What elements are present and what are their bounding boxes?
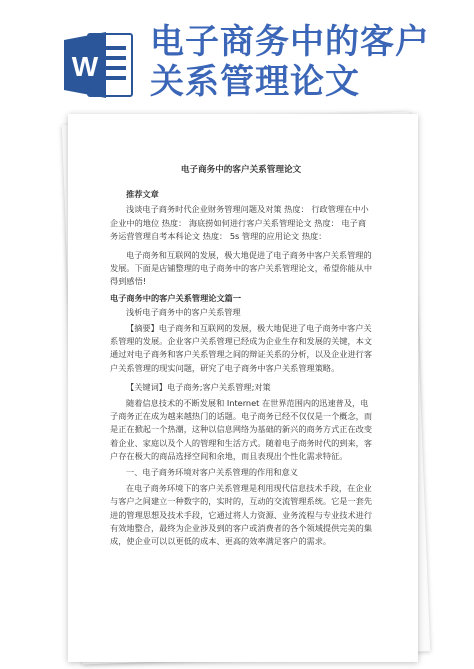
document-title: 电子商务中的客户关系管理论文 bbox=[180, 165, 302, 175]
recommended-articles: 浅谈电子商务时代企业财务管理问题及对策 热度： 行政管理在中小企业中的地位 热度： 海底捞如何进行客户关系管理论文 热度： 电子商务运营管理自考本科论文 热度： 5s 管理的应用论文 热度： bbox=[110, 204, 369, 241]
body-paragraph: 在电子商务环境下的客户关系管理是利用现代信息技术手段，在企业与客户之间建立一种数字的，实时的，互动的交流管理系统。它是一套先进的管理思想及技术手段，它通过将人力资源、业务流程与专业技术进行有效地整合，最终为企业涉及到的客户或消费者的各个领域提供完美的集成，使企业可以以更低的成本、更高的效率满足客户的需求。 bbox=[110, 483, 373, 547]
keywords-line: 【关键词】电子商务;客户关系管理;对策 bbox=[126, 381, 271, 392]
document-content bbox=[110, 164, 372, 551]
body-paragraph: 随着信息技术的不断发展和 Internet 在世界范围内的迅速普及，电子商务正在成为越来越热门的话题。电子商务已经不仅仅是一个概念，而是正在掀起一个热潮，这种以信息网络为基础的新兴的商务方式正在改变着企业、家庭以及个人的管理和生活方式。随着电子商务时代的到来，客户存在极大的商品选择空间和余地，而且表现出个性化需求特征。 bbox=[110, 398, 373, 461]
abstract-paragraph: 【摘要】电子商务和互联网的发展，极大地促进了电子商务中客户关系管理的发展。企业客户关系管理已经成为企业生存和发展的关键，本文通过对电子商务和客户关系管理之间的辩证关系的分析，以及企业进行客户关系管理的现实问题，研究了电子商务中客户关系管理策略。 bbox=[110, 323, 373, 373]
section-title: 电子商务中的客户关系管理论文篇一 bbox=[110, 292, 242, 303]
word-document-icon bbox=[62, 30, 136, 100]
intro-paragraph: 电子商务和互联网的发展，极大地促进了电子商务中客户关系管理的发展。下面是店铺整理的电子商务中的客户关系管理论文，希望你能从中得到感悟! bbox=[110, 250, 373, 287]
recommended-heading: 推荐文章 bbox=[126, 189, 159, 200]
banner-title-line1: 电子商务中的客户 bbox=[150, 22, 430, 62]
word-logo-letter: W bbox=[71, 51, 99, 82]
article-title: 浅析电子商务中的客户关系管理 bbox=[126, 306, 241, 317]
banner-title bbox=[150, 22, 430, 102]
banner-header bbox=[0, 0, 474, 110]
body-heading: 一、电子商务环境对客户关系管理的作用和意义 bbox=[126, 467, 298, 478]
banner-title-line2: 关系管理论文 bbox=[150, 62, 360, 102]
